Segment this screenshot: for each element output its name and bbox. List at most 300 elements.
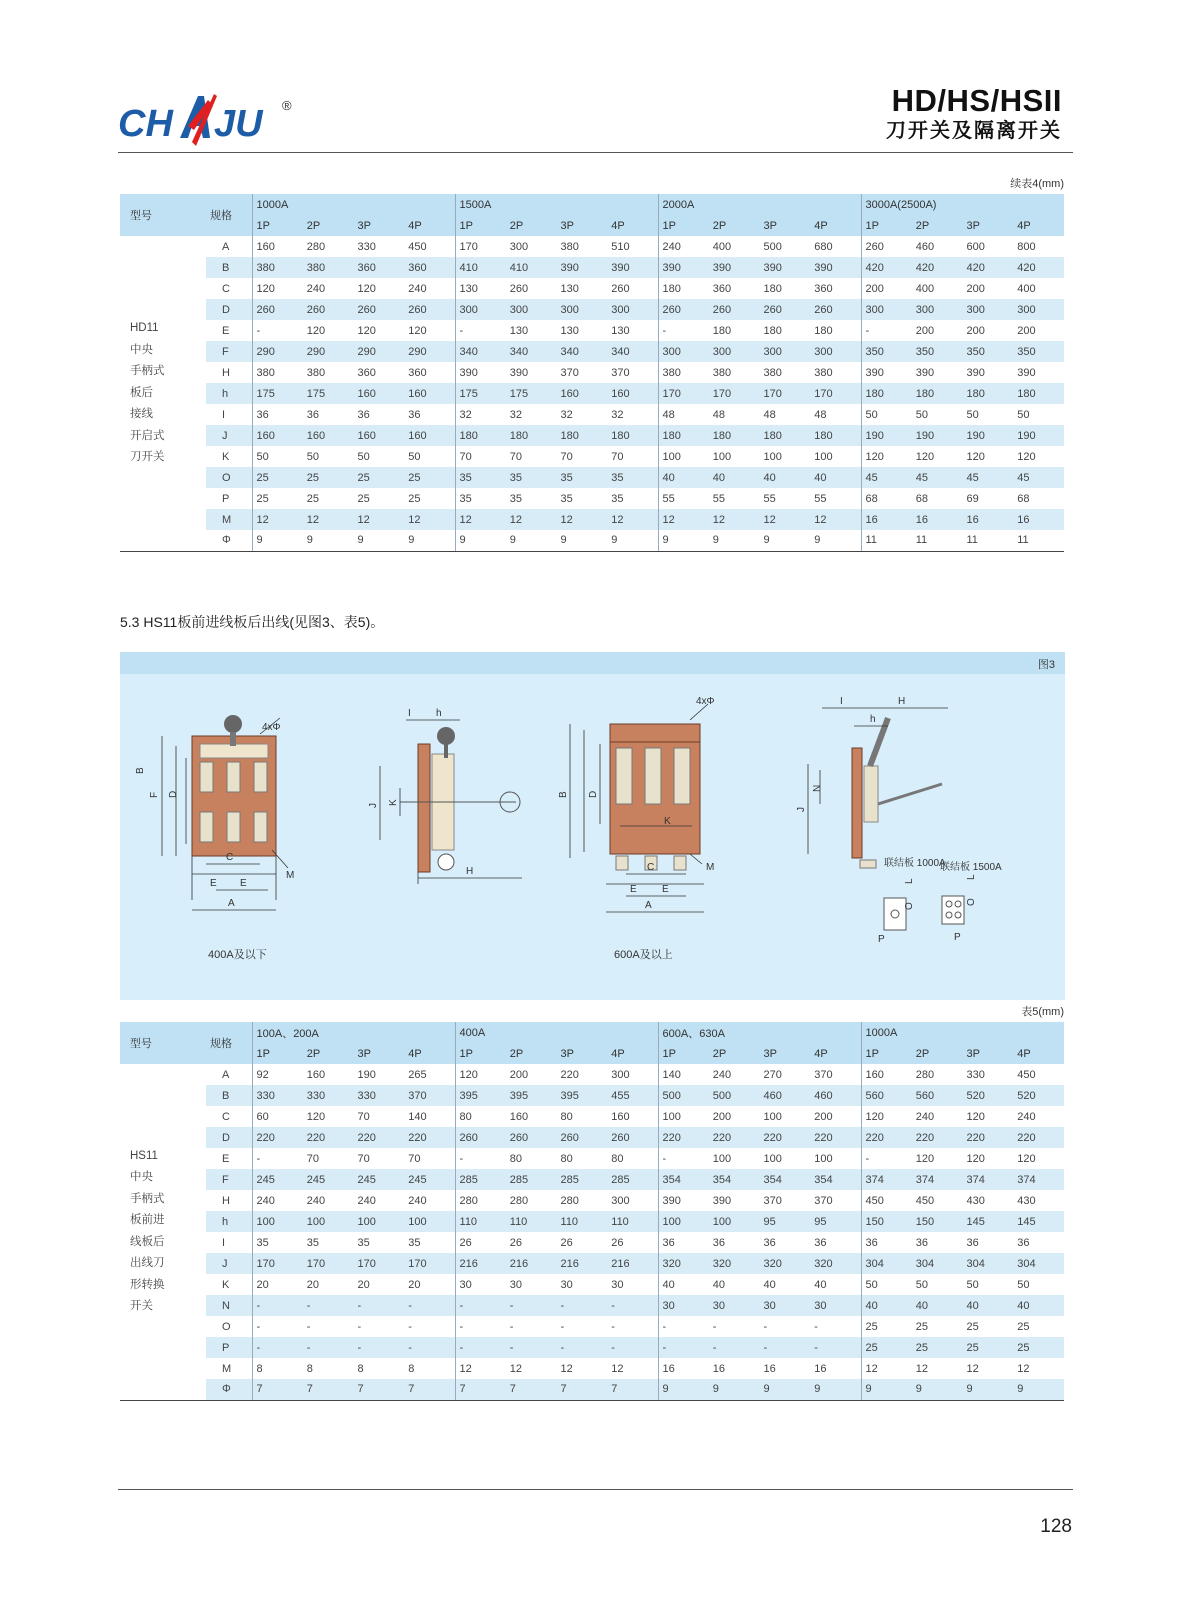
dimension-value: 68 [1017, 492, 1030, 505]
model-name-cell [120, 236, 206, 551]
dimension-key: h [206, 1211, 252, 1232]
dimension-value: 110 [455, 1211, 506, 1232]
dimension-value: 80 [455, 1106, 506, 1127]
dimension-value: 130 [509, 324, 529, 337]
dimension-value: 16 [712, 1362, 726, 1375]
pole-header: 1P [252, 1043, 303, 1064]
dimension-value: 80 [560, 1110, 573, 1123]
model-name-line: 线板后 [130, 1235, 165, 1248]
dimension-value: 400 [915, 282, 935, 295]
dimension-value: 150 [861, 1211, 912, 1232]
dimension-value: 280 [306, 240, 326, 253]
dimension-value: 40 [1013, 1295, 1064, 1316]
dimension-value: 280 [509, 1194, 529, 1207]
dimension-value: - [658, 320, 709, 341]
dimension-key: B [206, 257, 252, 278]
rating-group-header: 600A、630A [658, 1022, 861, 1043]
dimension-value: 240 [306, 1194, 326, 1207]
rating-group-header: 3000A(2500A) [861, 194, 1064, 215]
rating-group-header: 1500A [455, 194, 658, 215]
dimension-value: 11 [963, 530, 1014, 551]
dimension-value: 300 [607, 299, 658, 320]
dimension-value: 390 [607, 257, 658, 278]
pole-header: 3P [963, 215, 1014, 236]
dimension-value: 48 [712, 408, 725, 421]
dimension-value: 390 [810, 257, 861, 278]
dimension-value: 12 [611, 1362, 624, 1375]
dimension-value: 354 [658, 1169, 709, 1190]
dimension-value: 35 [306, 1236, 319, 1249]
dimension-value: 370 [763, 1194, 782, 1207]
dimension-value: 36 [861, 1232, 912, 1253]
dimension-value: 32 [611, 408, 624, 421]
caption-600a: 600A及以上 [614, 949, 673, 961]
model-name-line: 开关 [130, 1300, 153, 1313]
dimension-value: - [404, 1295, 455, 1316]
dimension-value: 450 [1017, 1068, 1036, 1081]
dimension-value: 9 [963, 1379, 1014, 1400]
dimension-value: 270 [763, 1068, 782, 1081]
dimension-value: 40 [658, 1274, 709, 1295]
dimension-value: - [455, 1337, 506, 1358]
dimension-value: 36 [306, 408, 319, 421]
dimension-value: 200 [915, 324, 935, 337]
rating-group-header: 100A、200A [252, 1022, 455, 1043]
svg-text:h: h [436, 708, 442, 719]
dimension-value: 50 [1017, 1278, 1030, 1291]
dimension-value: 160 [354, 383, 405, 404]
dimension-value: 11 [912, 530, 963, 551]
dimension-value: 12 [760, 509, 811, 530]
pole-header: 4P [404, 215, 455, 236]
table-row [120, 1232, 1064, 1253]
dimension-value: 55 [658, 488, 709, 509]
dimension-value: 390 [712, 1194, 732, 1207]
dimension-value: 260 [557, 1127, 608, 1148]
dimension-value: 216 [557, 1253, 608, 1274]
dimension-value: 160 [354, 425, 405, 446]
dimension-value: 320 [760, 1253, 811, 1274]
model-name-line: 中央 [130, 343, 153, 356]
pole-header: 3P [963, 1043, 1014, 1064]
dimension-value: 410 [506, 257, 557, 278]
dimension-value: - [861, 320, 912, 341]
pole-header: 2P [912, 1043, 963, 1064]
pole-header: 4P [404, 1043, 455, 1064]
dimension-value: 26 [509, 1236, 523, 1249]
dimension-value: 30 [509, 1278, 523, 1291]
svg-text:O: O [904, 902, 915, 910]
pole-header: 4P [607, 215, 658, 236]
dimension-key: M [222, 1362, 232, 1375]
figure3-header [120, 652, 1065, 674]
dimension-value: 390 [509, 366, 529, 379]
page-subtitle: 刀开关及隔离开关 [886, 120, 1062, 142]
dimension-value: 360 [354, 257, 405, 278]
model-name-line: 板前进 [130, 1214, 165, 1227]
dimension-value: 68 [915, 492, 928, 505]
dimension-value: 50 [1017, 408, 1030, 421]
page-number: 128 [1040, 1516, 1072, 1537]
dimension-value: 260 [354, 299, 405, 320]
dimension-value: 380 [814, 366, 833, 379]
dimension-value: 160 [607, 383, 658, 404]
dimension-value: 390 [966, 366, 985, 379]
table4-note: 续表4(mm) [1010, 178, 1064, 190]
table5 [120, 1022, 1064, 1401]
dimension-value: 16 [658, 1358, 709, 1379]
dimension-value: 520 [963, 1085, 1014, 1106]
pole-header: 1P [861, 1043, 912, 1064]
dimension-key: P [206, 1337, 252, 1358]
dimension-value: 9 [810, 530, 861, 551]
registered-mark: ® [282, 98, 292, 113]
dimension-value: 100 [709, 1211, 760, 1232]
dimension-value: 170 [810, 383, 861, 404]
dimension-value: 374 [912, 1169, 963, 1190]
dimension-value: 9 [303, 530, 354, 551]
svg-text:P: P [954, 932, 961, 943]
dimension-value: 190 [861, 425, 912, 446]
dimension-value: 360 [404, 257, 455, 278]
dimension-value: 12 [915, 1362, 929, 1375]
dimension-value: 100 [814, 450, 833, 463]
svg-text:E: E [240, 878, 247, 889]
pole-header: 1P [658, 215, 709, 236]
dimension-value: 260 [404, 299, 455, 320]
dimension-value: 340 [607, 341, 658, 362]
dimension-value: 11 [1013, 530, 1064, 551]
model-header: 型号 [120, 1022, 206, 1064]
dimension-value: 360 [814, 282, 833, 295]
dimension-value: 40 [814, 1278, 827, 1291]
dimension-value: 40 [763, 1278, 776, 1291]
dimension-value: 220 [709, 1127, 760, 1148]
dimension-value: 55 [814, 492, 827, 505]
dimension-key: I [222, 1236, 226, 1249]
dimension-key: C [222, 1110, 230, 1123]
dimension-value: 9 [455, 530, 506, 551]
dimension-value: 300 [455, 299, 506, 320]
dimension-value: 285 [557, 1169, 608, 1190]
table-row [120, 509, 1064, 530]
dimension-value: 300 [658, 341, 709, 362]
dimension-value: 80 [560, 1152, 573, 1165]
svg-text:4xΦ: 4xΦ [262, 722, 281, 733]
dimension-value: 9 [1013, 1379, 1064, 1400]
dimension-value: 800 [1017, 240, 1036, 253]
dimension-value: 150 [912, 1211, 963, 1232]
dimension-value: 320 [709, 1253, 760, 1274]
dimension-value: 40 [810, 467, 861, 488]
dimension-value: - [506, 1295, 557, 1316]
dimension-value: 9 [252, 530, 303, 551]
dimension-value: 330 [303, 1085, 354, 1106]
dimension-value: 11 [861, 530, 912, 551]
dimension-value: 160 [303, 425, 354, 446]
dimension-value: 40 [712, 1278, 726, 1291]
dimension-value: - [455, 1295, 506, 1316]
pole-header: 3P [760, 215, 811, 236]
dimension-value: 35 [607, 467, 658, 488]
dimension-value: 160 [404, 425, 455, 446]
dimension-value: 290 [303, 341, 354, 362]
dimension-value: - [303, 1337, 354, 1358]
dimension-value: 48 [658, 404, 709, 425]
dimension-value: 50 [966, 408, 979, 421]
dimension-value: 285 [506, 1169, 557, 1190]
dimension-value: 50 [408, 450, 421, 463]
dimension-value: 35 [455, 488, 506, 509]
dimension-value: 40 [658, 467, 709, 488]
dimension-key: K [222, 1278, 230, 1291]
dimension-value: - [306, 1320, 311, 1333]
dimension-value: 69 [966, 492, 979, 505]
dimension-value: 240 [408, 1194, 427, 1207]
dimension-value: 9 [354, 530, 405, 551]
dimension-value: 7 [252, 1379, 303, 1400]
dimension-value: 170 [709, 383, 760, 404]
dimension-value: 9 [404, 530, 455, 551]
dimension-value: 450 [861, 1190, 912, 1211]
dimension-value: 200 [1017, 324, 1036, 337]
model-name-line: 形转换 [130, 1278, 165, 1291]
dimension-value: 380 [252, 257, 303, 278]
dimension-value: 350 [1013, 341, 1064, 362]
dimension-value: 36 [252, 404, 303, 425]
svg-text:K: K [664, 816, 671, 827]
dimension-value: 390 [709, 257, 760, 278]
dimension-value: 100 [303, 1211, 354, 1232]
dimension-value: 340 [455, 341, 506, 362]
dimension-value: 120 [1017, 450, 1036, 463]
dimension-value: - [252, 1148, 303, 1169]
dimension-value: 36 [357, 408, 370, 421]
dimension-value: 12 [861, 1358, 912, 1379]
dimension-value: 16 [963, 509, 1014, 530]
dimension-value: 220 [354, 1127, 405, 1148]
dimension-value: 190 [963, 425, 1014, 446]
dimension-value: - [607, 1337, 658, 1358]
svg-text:L: L [904, 878, 915, 884]
dimension-value: 395 [455, 1085, 506, 1106]
dimension-value: 260 [611, 282, 630, 295]
dimension-value: - [712, 1320, 717, 1333]
dimension-value: 350 [963, 341, 1014, 362]
pole-header: 4P [810, 215, 861, 236]
dimension-value: 180 [658, 278, 709, 299]
dimension-value: 260 [709, 299, 760, 320]
table-row [120, 236, 1064, 257]
dimension-key: h [206, 383, 252, 404]
dimension-value: 20 [252, 1274, 303, 1295]
table-row [120, 1253, 1064, 1274]
dimension-value: 100 [763, 1110, 782, 1123]
dimension-value: 180 [607, 425, 658, 446]
dimension-value: 300 [611, 1068, 630, 1081]
dimension-value: 360 [712, 282, 732, 295]
rating-group-header: 2000A [658, 194, 861, 215]
dimension-value: 9 [607, 530, 658, 551]
dimension-value: 340 [506, 341, 557, 362]
table-row [120, 1211, 1064, 1232]
dimension-value: 300 [810, 341, 861, 362]
dimension-value: 70 [357, 1110, 370, 1123]
dimension-value: - [861, 1148, 912, 1169]
dimension-value: 330 [252, 1085, 303, 1106]
dimension-value: - [357, 1320, 362, 1333]
dimension-value: 70 [509, 450, 522, 463]
dimension-value: 40 [912, 1295, 963, 1316]
dimension-value: 7 [557, 1379, 608, 1400]
dimension-value: 32 [560, 408, 573, 421]
svg-text:E: E [630, 884, 637, 895]
dimension-value: 9 [658, 1379, 709, 1400]
pole-header: 2P [506, 215, 557, 236]
svg-text:JU: JU [214, 103, 263, 145]
dimension-value: 300 [709, 341, 760, 362]
dimension-value: 120 [966, 1152, 985, 1165]
dimension-value: 12 [560, 1362, 573, 1375]
dimension-value: 680 [814, 240, 833, 253]
dimension-value: - [252, 1316, 303, 1337]
dimension-value: 380 [712, 366, 732, 379]
pole-header: 4P [1013, 215, 1064, 236]
dimension-value: 200 [814, 1110, 833, 1123]
dimension-value: 220 [760, 1127, 811, 1148]
dimension-value: 35 [357, 1236, 370, 1249]
dimension-value: 200 [861, 278, 912, 299]
dimension-value: 180 [861, 383, 912, 404]
dimension-value: 9 [658, 530, 709, 551]
dimension-value: 100 [404, 1211, 455, 1232]
dimension-value: - [814, 1320, 818, 1333]
dimension-value: 35 [509, 492, 522, 505]
front-view-600a [558, 696, 715, 961]
model-name-line: HD11 [130, 322, 159, 334]
dimension-value: 374 [963, 1169, 1014, 1190]
svg-text:B: B [558, 791, 569, 798]
pole-header: 2P [506, 1043, 557, 1064]
dimension-value: 390 [861, 362, 912, 383]
dimension-value: 120 [408, 324, 427, 337]
dimension-value: 390 [455, 362, 506, 383]
dimension-value: 36 [1017, 1236, 1030, 1249]
pole-header: 2P [709, 1043, 760, 1064]
dimension-value: 245 [303, 1169, 354, 1190]
dimension-value: 130 [455, 278, 506, 299]
dimension-value: 32 [455, 404, 506, 425]
rating-group-header: 1000A [861, 1022, 1064, 1043]
dimension-value: 25 [408, 492, 421, 505]
dimension-value: 110 [557, 1211, 608, 1232]
dimension-value: 170 [252, 1253, 303, 1274]
section-heading: 5.3 HS11板前进线板后出线(见图3、表5)。 [120, 614, 385, 630]
model-header: 型号 [120, 194, 206, 236]
dimension-value: - [404, 1337, 455, 1358]
dimension-value: 55 [712, 492, 725, 505]
dimension-value: 50 [861, 404, 912, 425]
dimension-value: 380 [560, 240, 579, 253]
dimension-value: 220 [658, 1127, 709, 1148]
dimension-value: - [455, 1148, 506, 1169]
dimension-value: 25 [252, 488, 303, 509]
table-row [120, 467, 1064, 488]
dimension-value: 420 [861, 257, 912, 278]
table-row [120, 1085, 1064, 1106]
dimension-value: 290 [252, 341, 303, 362]
dimension-value: 12 [404, 509, 455, 530]
dimension-value: 500 [658, 1085, 709, 1106]
header-rule [118, 152, 1073, 153]
dimension-value: 260 [607, 1127, 658, 1148]
table-row [120, 362, 1064, 383]
pole-header: 2P [303, 1043, 354, 1064]
dimension-value: 170 [455, 236, 506, 257]
dimension-value: 245 [252, 1169, 303, 1190]
dimension-value: 120 [915, 1152, 935, 1165]
dimension-value: 180 [760, 425, 811, 446]
dimension-value: 12 [455, 509, 506, 530]
dimension-value: 35 [506, 467, 557, 488]
dimension-value: - [303, 1295, 354, 1316]
dimension-value: 12 [966, 1362, 979, 1375]
dimension-value: 25 [303, 467, 354, 488]
dimension-value: 320 [810, 1253, 861, 1274]
svg-text:H: H [466, 866, 474, 877]
dimension-value: 300 [963, 299, 1014, 320]
pole-header: 1P [658, 1043, 709, 1064]
dimension-value: 180 [658, 425, 709, 446]
dimension-value: 300 [760, 341, 811, 362]
dimension-value: 48 [763, 408, 776, 421]
dimension-value: 560 [912, 1085, 963, 1106]
dimension-value: 175 [506, 383, 557, 404]
svg-text:D: D [168, 790, 179, 798]
dimension-key: I [222, 408, 226, 421]
dimension-value: 9 [810, 1379, 861, 1400]
model-name-line: 手柄式 [130, 365, 165, 377]
dimension-key: D [206, 299, 252, 320]
side-view-600a [796, 696, 1002, 945]
svg-text:I: I [840, 696, 843, 707]
dimension-value: 140 [658, 1064, 709, 1085]
dimension-value: 12 [455, 1358, 506, 1379]
dimension-value: 240 [1017, 1110, 1036, 1123]
dimension-value: 190 [1013, 425, 1064, 446]
dimension-value: 430 [966, 1194, 985, 1207]
dimension-value: 240 [915, 1110, 935, 1123]
dimension-value: 395 [506, 1085, 557, 1106]
dimension-value: 120 [1017, 1152, 1036, 1165]
dimension-value: 30 [709, 1295, 760, 1316]
svg-text:F: F [149, 791, 160, 798]
pole-header: 4P [810, 1043, 861, 1064]
dimension-value: 600 [966, 240, 985, 253]
dimension-key: F [206, 1169, 252, 1190]
dimension-value: 70 [560, 450, 573, 463]
dimension-value: 50 [915, 408, 928, 421]
dimension-value: 430 [1017, 1194, 1036, 1207]
dimension-value: 100 [658, 446, 709, 467]
table-row [120, 1379, 1064, 1400]
page-title: HD/HS/HSII [891, 83, 1062, 118]
figure3-drawing [120, 674, 1065, 1000]
dimension-value: - [408, 1320, 412, 1333]
dimension-value: 95 [760, 1211, 811, 1232]
dimension-value: 50 [252, 446, 303, 467]
dimension-value: 100 [658, 1211, 709, 1232]
